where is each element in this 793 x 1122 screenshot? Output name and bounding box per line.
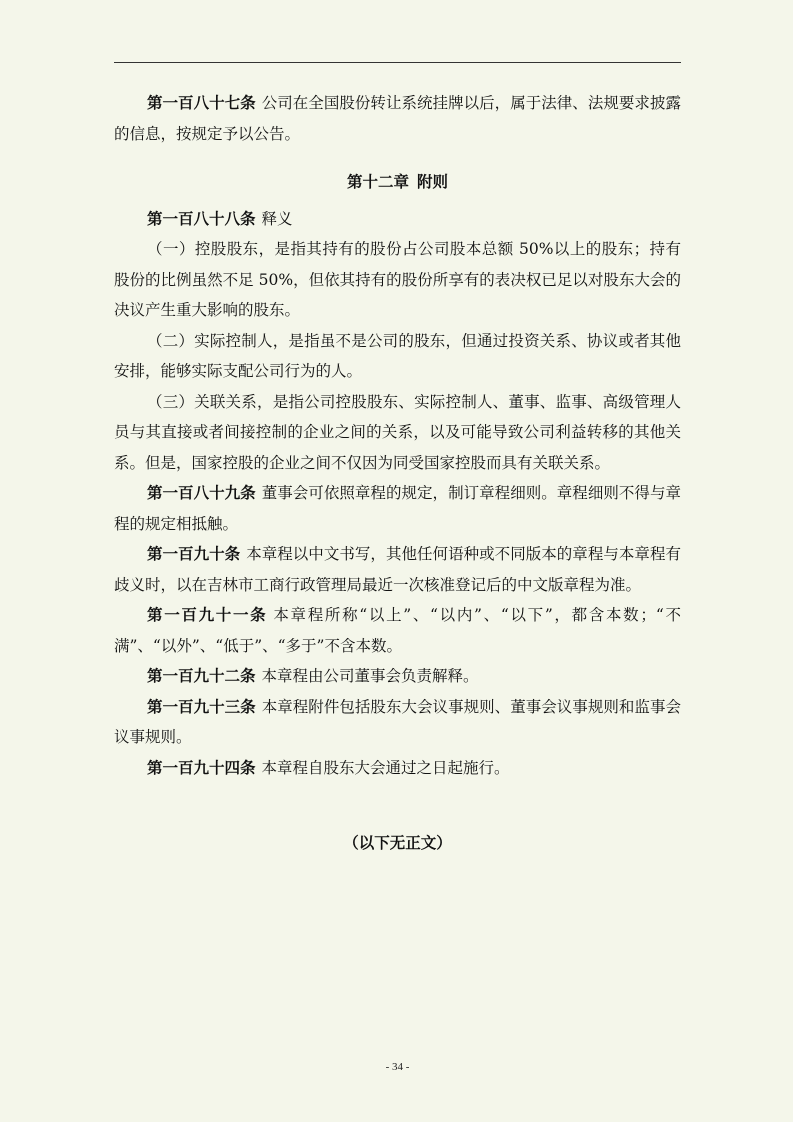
article-188-item-2: （二）实际控制人，是指虽不是公司的股东，但通过投资关系、协议或者其他安排，能够实际支配公司行为的人。 [114,331,681,380]
article-187-title: 第一百八十七条 [147,93,256,112]
end-note: （以下无正文） [343,833,452,852]
article-191-title: 第一百九十一条 [147,605,268,624]
article-193-text: 本章程附件包括股东大会议事规则、董事会议事规则和监事会议事规则。 [114,697,681,746]
article-189-text: 董事会可依照章程的规定，制订章程细则。章程细则不得与章程的规定相抵触。 [114,484,681,533]
article-191-text: 本章程所称“以上”、“以内”、“以下”，都含本数；“不满”、“以外”、“低于”、“多于”不含本数。 [114,606,681,655]
article-193 [114,692,681,753]
article-192-text: 本章程由公司董事会负责解释。 [261,667,479,685]
chapter-heading [114,167,681,198]
article-191 [114,600,681,661]
header-rule [114,62,681,63]
document-body [114,88,681,783]
article-192-title: 第一百九十二条 [147,666,256,685]
article-190 [114,539,681,600]
article-189 [114,478,681,539]
article-188-item-3: （三）关联关系，是指公司控股股东、实际控制人、董事、监事、高级管理人员与其直接或者间接控制的企业之间的关系，以及可能导致公司利益转移的其他关系。但是，国家控股的企业之间不仅因为同受国家控股而具有关联关系。 [114,392,681,472]
article-188 [114,204,681,235]
chapter-number: 第十二章 [346,172,409,191]
article-187-text: 公司在全国股份转让系统挂牌以后，属于法律、法规要求披露的信息，按规定予以公告。 [114,94,681,143]
article-190-text: 本章程以中文书写，其他任何语种或不同版本的章程与本章程有歧义时，以在吉林市工商行政管理局最近一次核准登记后的中文版章程为准。 [114,545,681,594]
page-number: - 34 - [385,1061,410,1073]
article-189-title: 第一百八十九条 [147,483,256,502]
article-188-text: 释义 [261,209,293,228]
article-194-title: 第一百九十四条 [147,757,256,777]
article-194 [114,753,681,784]
article-193-title: 第一百九十三条 [147,696,256,716]
article-194-text: 本章程自股东大会通过之日起施行。 [261,758,510,777]
article-192 [114,661,681,692]
article-190-title: 第一百九十条 [147,544,241,563]
article-187 [114,88,681,149]
chapter-name: 附则 [417,172,449,191]
article-188-item-1: （一）控股股东，是指其持有的股份占公司股本总额 50%以上的股东；持有股份的比例虽然不足 50%，但依其持有的股份所享有的表决权已足以对股东大会的决议产生重大影响的股东。 [114,240,681,319]
article-188-title: 第一百八十八条 [147,208,256,228]
